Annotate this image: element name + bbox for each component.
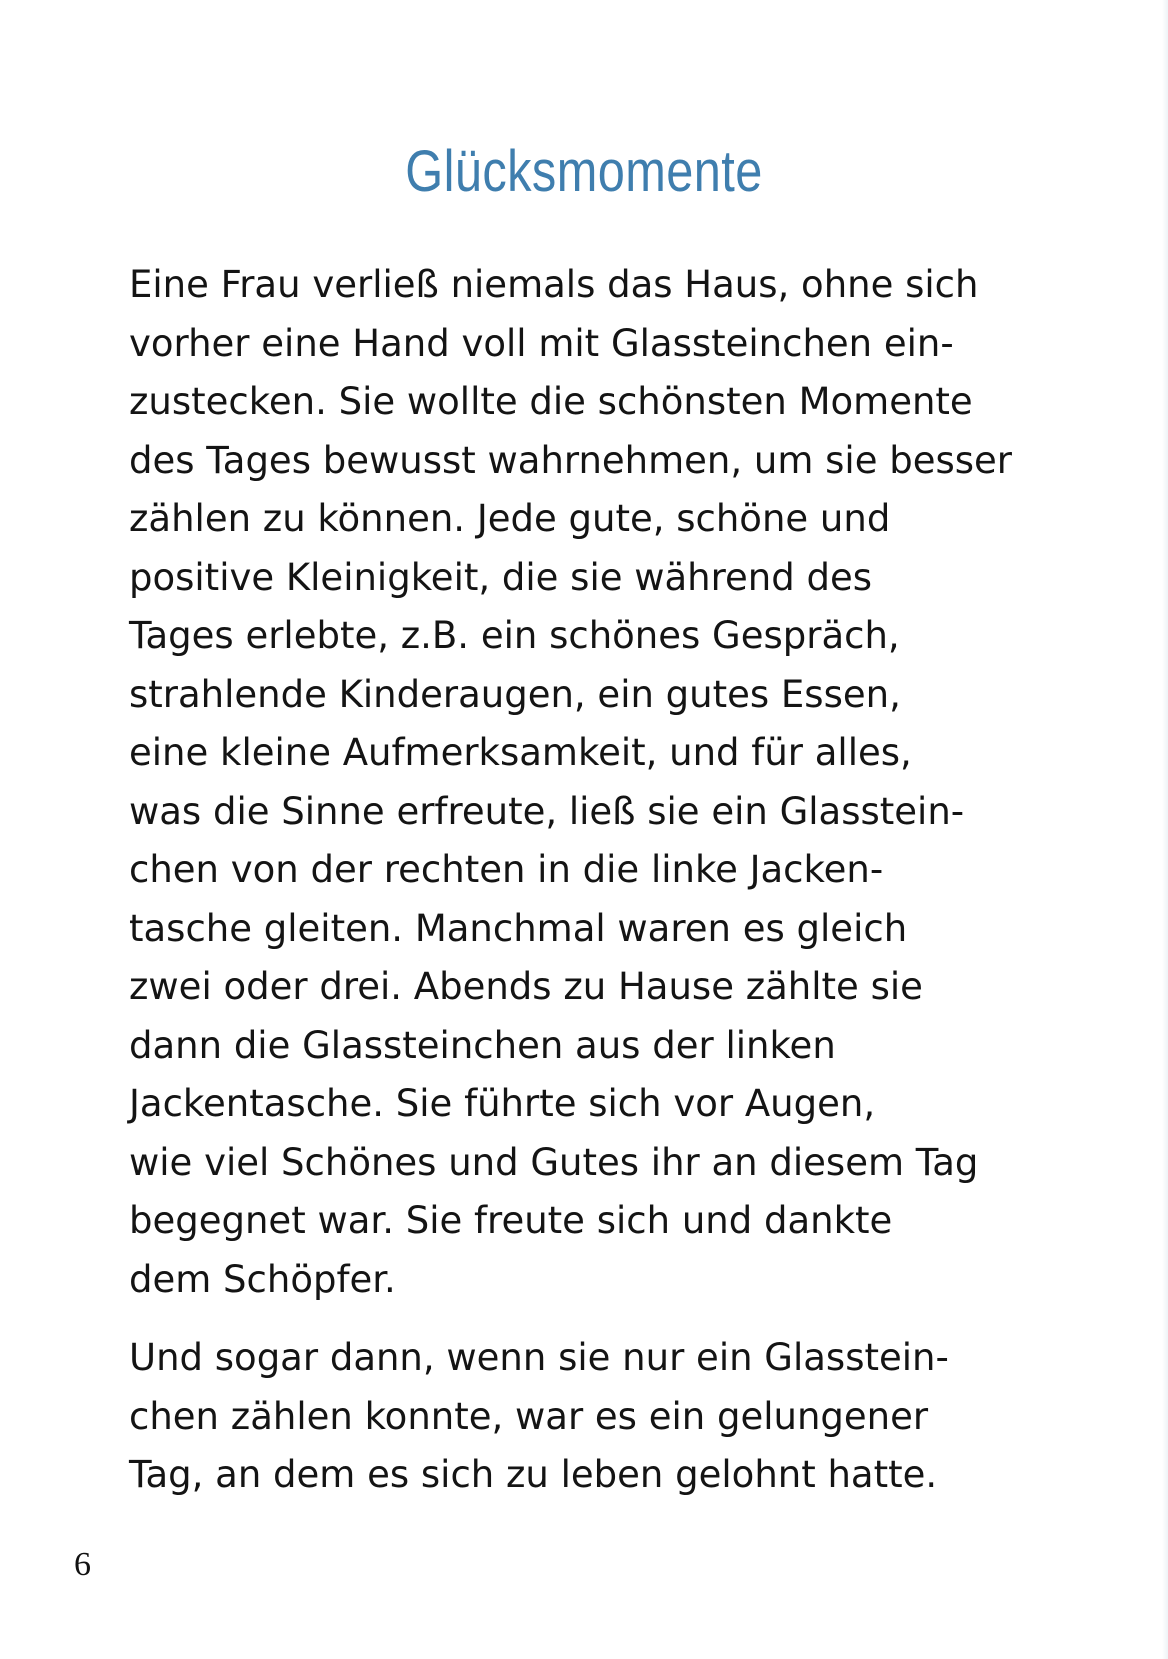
page-number: 6 bbox=[74, 1546, 91, 1583]
text-line: chen von der rechten in die linke Jacken- bbox=[129, 848, 884, 891]
text-line: dem Schöpfer. bbox=[129, 1257, 396, 1301]
story-text bbox=[129, 256, 1069, 1505]
text-line: Tages erlebte, z.B. ein schönes Gespräch, bbox=[129, 614, 900, 657]
text-line: zwei oder drei. Abends zu Hause zählte sie bbox=[129, 965, 923, 1008]
paragraph-2 bbox=[129, 1329, 1069, 1505]
text-line: Tag, an dem es sich zu leben gelohnt hatte. bbox=[129, 1453, 938, 1496]
text-line: vorher eine Hand voll mit Glassteinchen ein- bbox=[129, 321, 954, 365]
text-line: zustecken. Sie wollte die schönsten Momente bbox=[129, 380, 973, 423]
text-line: eine kleine Aufmerksamkeit, und für alles, bbox=[129, 731, 912, 774]
text-line: chen zählen konnte, war es ein gelungener bbox=[129, 1394, 929, 1438]
text-line: begegnet war. Sie freute sich und dankte bbox=[129, 1199, 893, 1242]
text-line: Eine Frau verließ niemals das Haus, ohne sich bbox=[129, 263, 979, 306]
text-line: strahlende Kinderaugen, ein gutes Essen, bbox=[129, 672, 901, 716]
paragraph-spacer bbox=[129, 1309, 1069, 1329]
text-line: was die Sinne erfreute, ließ sie ein Glasstein- bbox=[129, 789, 965, 833]
text-line: wie viel Schönes und Gutes ihr an diesem Tag bbox=[129, 1140, 979, 1184]
text-line: zählen zu können. Jede gute, schöne und bbox=[129, 497, 891, 540]
text-line: Und sogar dann, wenn sie nur ein Glasstein- bbox=[129, 1336, 949, 1379]
text-line: des Tages bewusst wahrnehmen, um sie besser bbox=[129, 438, 1013, 482]
paragraph-1 bbox=[129, 256, 1069, 1309]
text-line: Jackentasche. Sie führte sich vor Augen, bbox=[129, 1082, 876, 1125]
page-title: Glücksmomente bbox=[405, 139, 763, 204]
text-line: tasche gleiten. Manchmal waren es gleich bbox=[129, 906, 908, 950]
text-line: dann die Glassteinchen aus der linken bbox=[129, 1023, 836, 1067]
page-edge bbox=[1162, 0, 1168, 1659]
text-line: positive Kleinigkeit, die sie während des bbox=[129, 555, 873, 599]
